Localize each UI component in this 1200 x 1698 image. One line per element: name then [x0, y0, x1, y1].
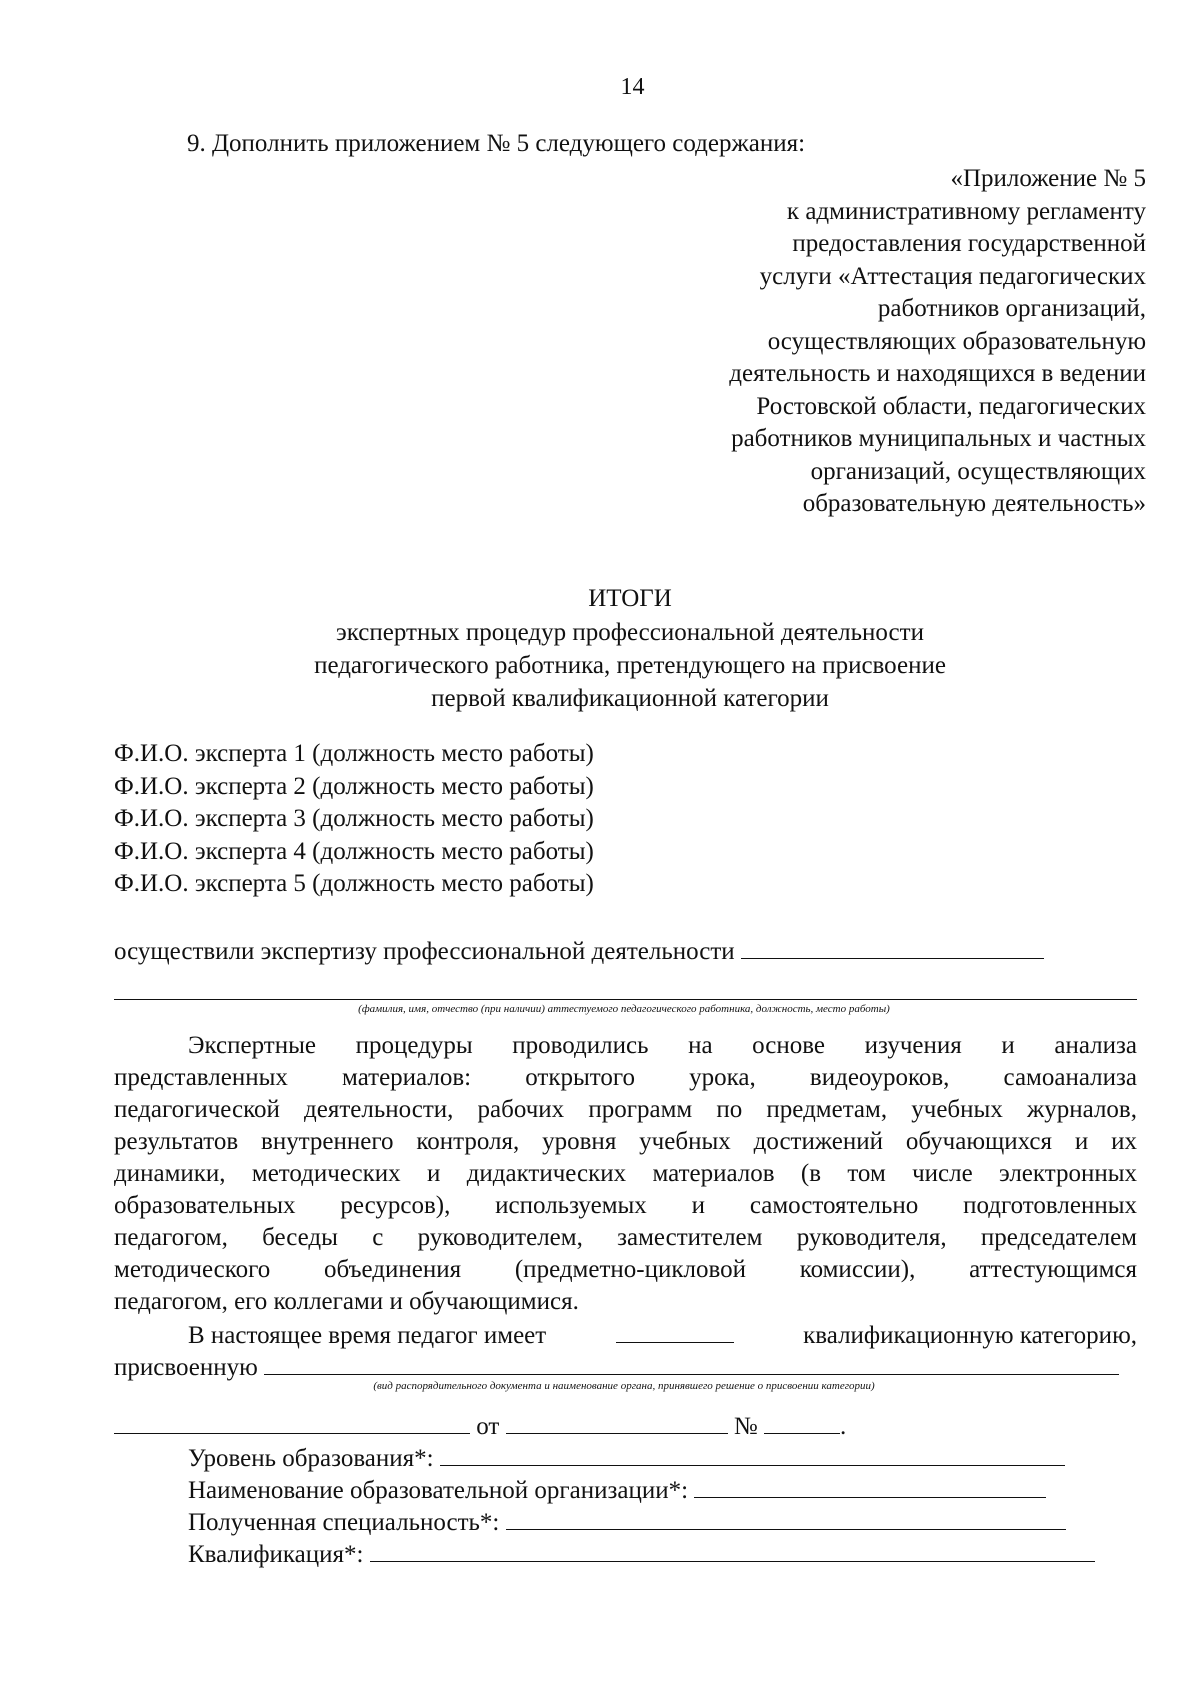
assigned-document-field[interactable]: [264, 1350, 1119, 1375]
current-category-line: [188, 1318, 1137, 1352]
procedures-line-2: представленных материалов: открытого урока, видеоуроков, самоанализа: [114, 1064, 1137, 1091]
number-label: №: [733, 1413, 758, 1440]
assigned-label: присвоенную: [114, 1354, 258, 1381]
document-title: ИТОГИ: [588, 585, 672, 612]
qualification-row: [188, 1537, 1095, 1571]
procedures-line-5: динамики, методических и дидактических материалов (в том числе электронных: [114, 1160, 1137, 1187]
heading-line-1: экспертных процедур профессиональной деятельности: [336, 619, 924, 646]
heading-line-3: первой квалификационной категории: [431, 685, 829, 712]
appendix-line: осуществляющих образовательную: [767, 327, 1146, 355]
page-number: 14: [620, 74, 645, 100]
procedures-line-4: результатов внутреннего контроля, уровня учебных достижений обучающихся и их: [114, 1128, 1137, 1155]
carried-out-text: осуществили экспертизу профессиональной деятельности: [114, 938, 735, 965]
procedures-line-7: педагогом, беседы с руководителем, заместителем руководителя, председателем: [114, 1224, 1137, 1251]
appendix-line: работников организаций,: [877, 295, 1146, 322]
procedures-line-8: методического объединения (предметно-цикловой комиссии), аттестующимся: [114, 1256, 1137, 1283]
appendix-line: Ростовской области, педагогических: [756, 392, 1146, 420]
end-period: .: [839, 1413, 847, 1440]
expert-line: Ф.И.О. эксперта 3 (должность место работы): [114, 805, 594, 832]
specialty-field[interactable]: [506, 1505, 1066, 1530]
heading-line-2: педагогического работника, претендующего на присвоение: [314, 652, 946, 679]
education-field[interactable]: [440, 1441, 1065, 1466]
qualification-field[interactable]: [370, 1537, 1095, 1562]
teacher-name-field[interactable]: [741, 934, 1044, 959]
procedures-line-9: педагогом, его коллегами и обучающимися.: [114, 1288, 579, 1315]
procedures-line-3: педагогической деятельности, рабочих программ по предметам, учебных журналов,: [114, 1096, 1137, 1123]
teacher-details-field[interactable]: [114, 999, 1137, 1000]
appendix-reference: [506, 163, 1146, 521]
current-category-text: В настоящее время педагог имеет: [188, 1322, 547, 1349]
assigned-line: [114, 1350, 1119, 1384]
appendix-line: образовательную деятельность»: [802, 490, 1146, 517]
amendment-item: 9. Дополнить приложением № 5 следующего содержания:: [187, 130, 806, 157]
appendix-line: работников муниципальных и частных: [731, 425, 1146, 452]
procedures-line-6: образовательных ресурсов), используемых и самостоятельно подготовленных: [114, 1192, 1137, 1219]
procedures-line-1: Экспертные процедуры проводились на основе изучения и анализа: [188, 1032, 1137, 1059]
expert-line: Ф.И.О. эксперта 1 (должность место работы): [114, 740, 594, 767]
appendix-line: предоставления государственной: [792, 230, 1146, 257]
teacher-caption: (фамилия, имя, отчество (при наличии) аттестуемого педагогического работника, должность, место работы): [358, 1003, 890, 1015]
organization-label: Наименование образовательной организации*:: [188, 1477, 689, 1504]
qualification-label: Квалификация*:: [188, 1541, 364, 1568]
expert-line: Ф.И.О. эксперта 2 (должность место работы): [114, 772, 594, 800]
specialty-row: [188, 1505, 1066, 1539]
appendix-line: «Приложение № 5: [950, 165, 1146, 192]
category-field[interactable]: [616, 1318, 734, 1343]
expert-line: Ф.И.О. эксперта 5 (должность место работы): [114, 870, 594, 897]
appendix-line: организаций, осуществляющих: [810, 457, 1146, 485]
education-row: [188, 1441, 1065, 1475]
assigned-caption: (вид распорядительного документа и наименование органа, принявшего решение о присвоении категории): [373, 1380, 875, 1392]
expert-line: Ф.И.О. эксперта 4 (должность место работы): [114, 837, 594, 865]
appendix-line: к административному регламенту: [786, 197, 1146, 225]
date-field[interactable]: [506, 1409, 728, 1434]
specialty-label: Полученная специальность*:: [188, 1509, 500, 1536]
experts-list: [114, 738, 594, 901]
current-category-suffix: квалификационную категорию,: [803, 1322, 1137, 1349]
document-number-field[interactable]: [764, 1409, 840, 1434]
carried-out-line: [114, 934, 1044, 968]
appendix-line: деятельность и находящихся в ведении: [729, 360, 1146, 387]
education-label: Уровень образования*:: [188, 1445, 434, 1472]
document-field[interactable]: [114, 1409, 470, 1434]
document-date-line: [114, 1409, 846, 1443]
appendix-line: услуги «Аттестация педагогических: [759, 262, 1146, 290]
from-label: от: [476, 1413, 500, 1440]
organization-field[interactable]: [694, 1473, 1046, 1498]
organization-row: [188, 1473, 1046, 1507]
